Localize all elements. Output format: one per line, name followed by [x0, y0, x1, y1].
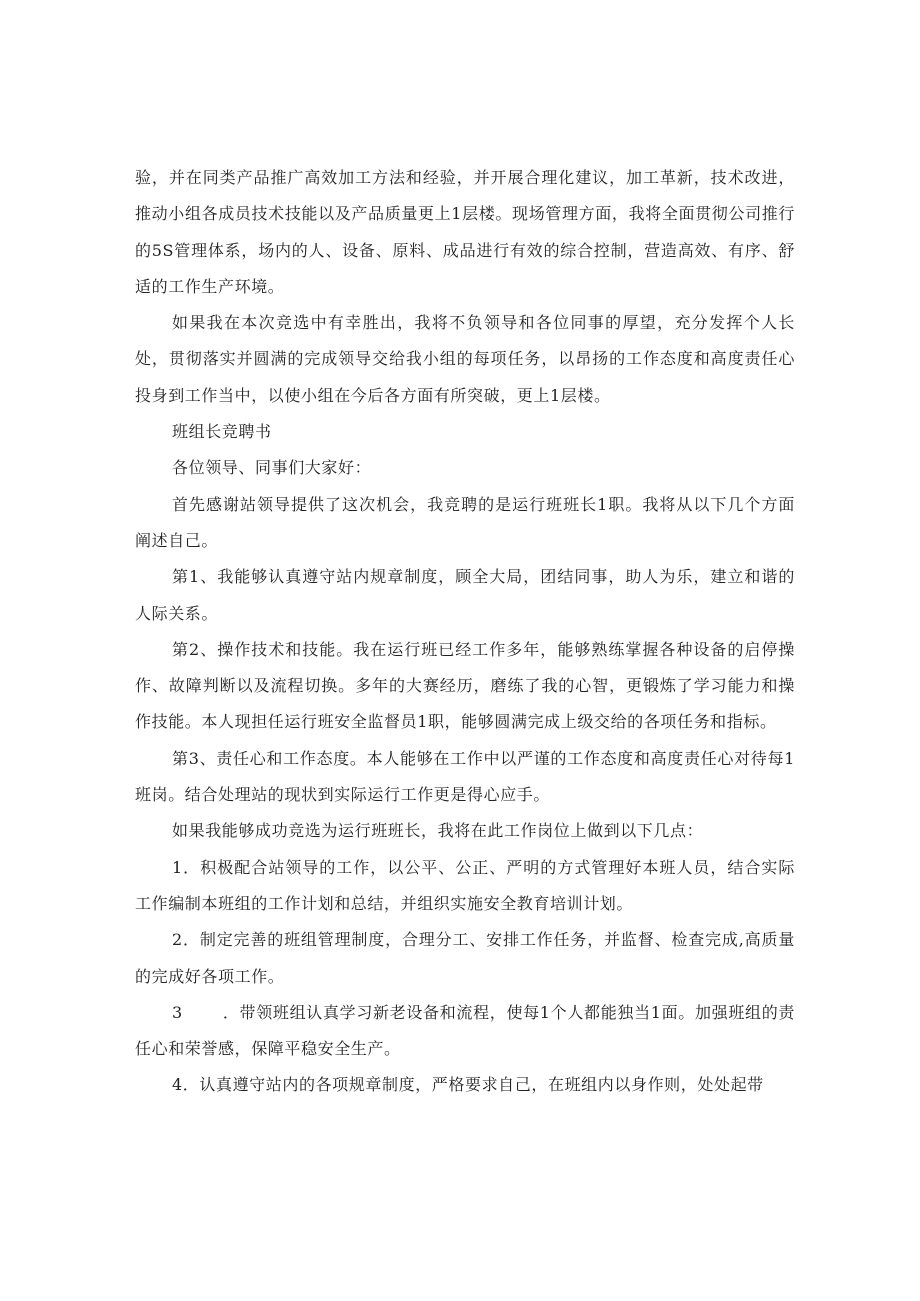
paragraph-point-1: 第1、我能够认真遵守站内规章制度，顾全大局，团结同事，助人为乐，建立和谐的人际关系。 — [135, 567, 795, 623]
paragraph-opening: 首先感谢站领导提供了这次机会，我竞聘的是运行班班长1职。我将从以下几个方面阐述自己。 — [135, 494, 795, 550]
paragraph-intro-continued: 验，并在同类产品推广高效加工方法和经验，并开展合理化建议，加工革新，技术改进，推动小组各成员技术技能以及产品质量更上1层楼。现场管理方面，我将全面贯彻公司推行的5S管理体系，场内的人、设备、原料、成品进行有效的综合控制，营造高效、有序、舒适的工作生产环境。 — [135, 168, 795, 296]
list-item-2: 2．制定完善的班组管理制度，合理分工、安排工作任务，并监督、检查完成,高质量的完成好各项工作。 — [135, 930, 795, 986]
list-item-3 — [135, 995, 795, 1068]
paragraph-point-2: 第2、操作技术和技能。我在运行班已经工作多年，能够熟练掌握各种设备的启停操作、故障判断以及流程切换。多年的大赛经历，磨练了我的心智，更锻炼了学习能力和操作技能。本人现担任运行班安全监督员1职，能够圆满完成上级交给的各项任务和指标。 — [135, 639, 795, 732]
document-body — [135, 160, 795, 1104]
paragraph-election-pledge: 如果我在本次竞选中有幸胜出，我将不负领导和各位同事的厚望，充分发挥个人长处，贯彻落实并圆满的完成领导交给我小组的每项任务，以昂扬的工作态度和高度责任心投身到工作当中，以使小组在今后各方面有所突破，更上1层楼。 — [135, 313, 795, 405]
section-title: 班组长竞聘书 — [172, 422, 272, 442]
greeting: 各位领导、同事们大家好： — [172, 458, 372, 478]
list-item-3-text: ．带领班组认真学习新老设备和流程，使每1个人都能独当1面。加强班组的责任心和荣誉感，保障平稳安全生产。 — [135, 1002, 795, 1059]
paragraph-point-3: 第3、责任心和工作态度。本人能够在工作中以严谨的工作态度和高度责任心对待每1班岗。结合处理站的现状到实际运行工作更是得心应手。 — [135, 748, 795, 805]
list-item-3-number: 3 — [172, 1002, 183, 1022]
list-item-1: 1．积极配合站领导的工作，以公平、公正、严明的方式管理好本班人员，结合实际工作编制本班组的工作计划和总结，并组织实施安全教育培训计划。 — [135, 857, 795, 913]
list-item-4: 4．认真遵守站内的各项规章制度，严格要求自己，在班组内以身作则，处处起带 — [172, 1075, 764, 1095]
paragraph-commitment: 如果我能够成功竞选为运行班班长，我将在此工作岗位上做到以下几点： — [172, 821, 704, 841]
